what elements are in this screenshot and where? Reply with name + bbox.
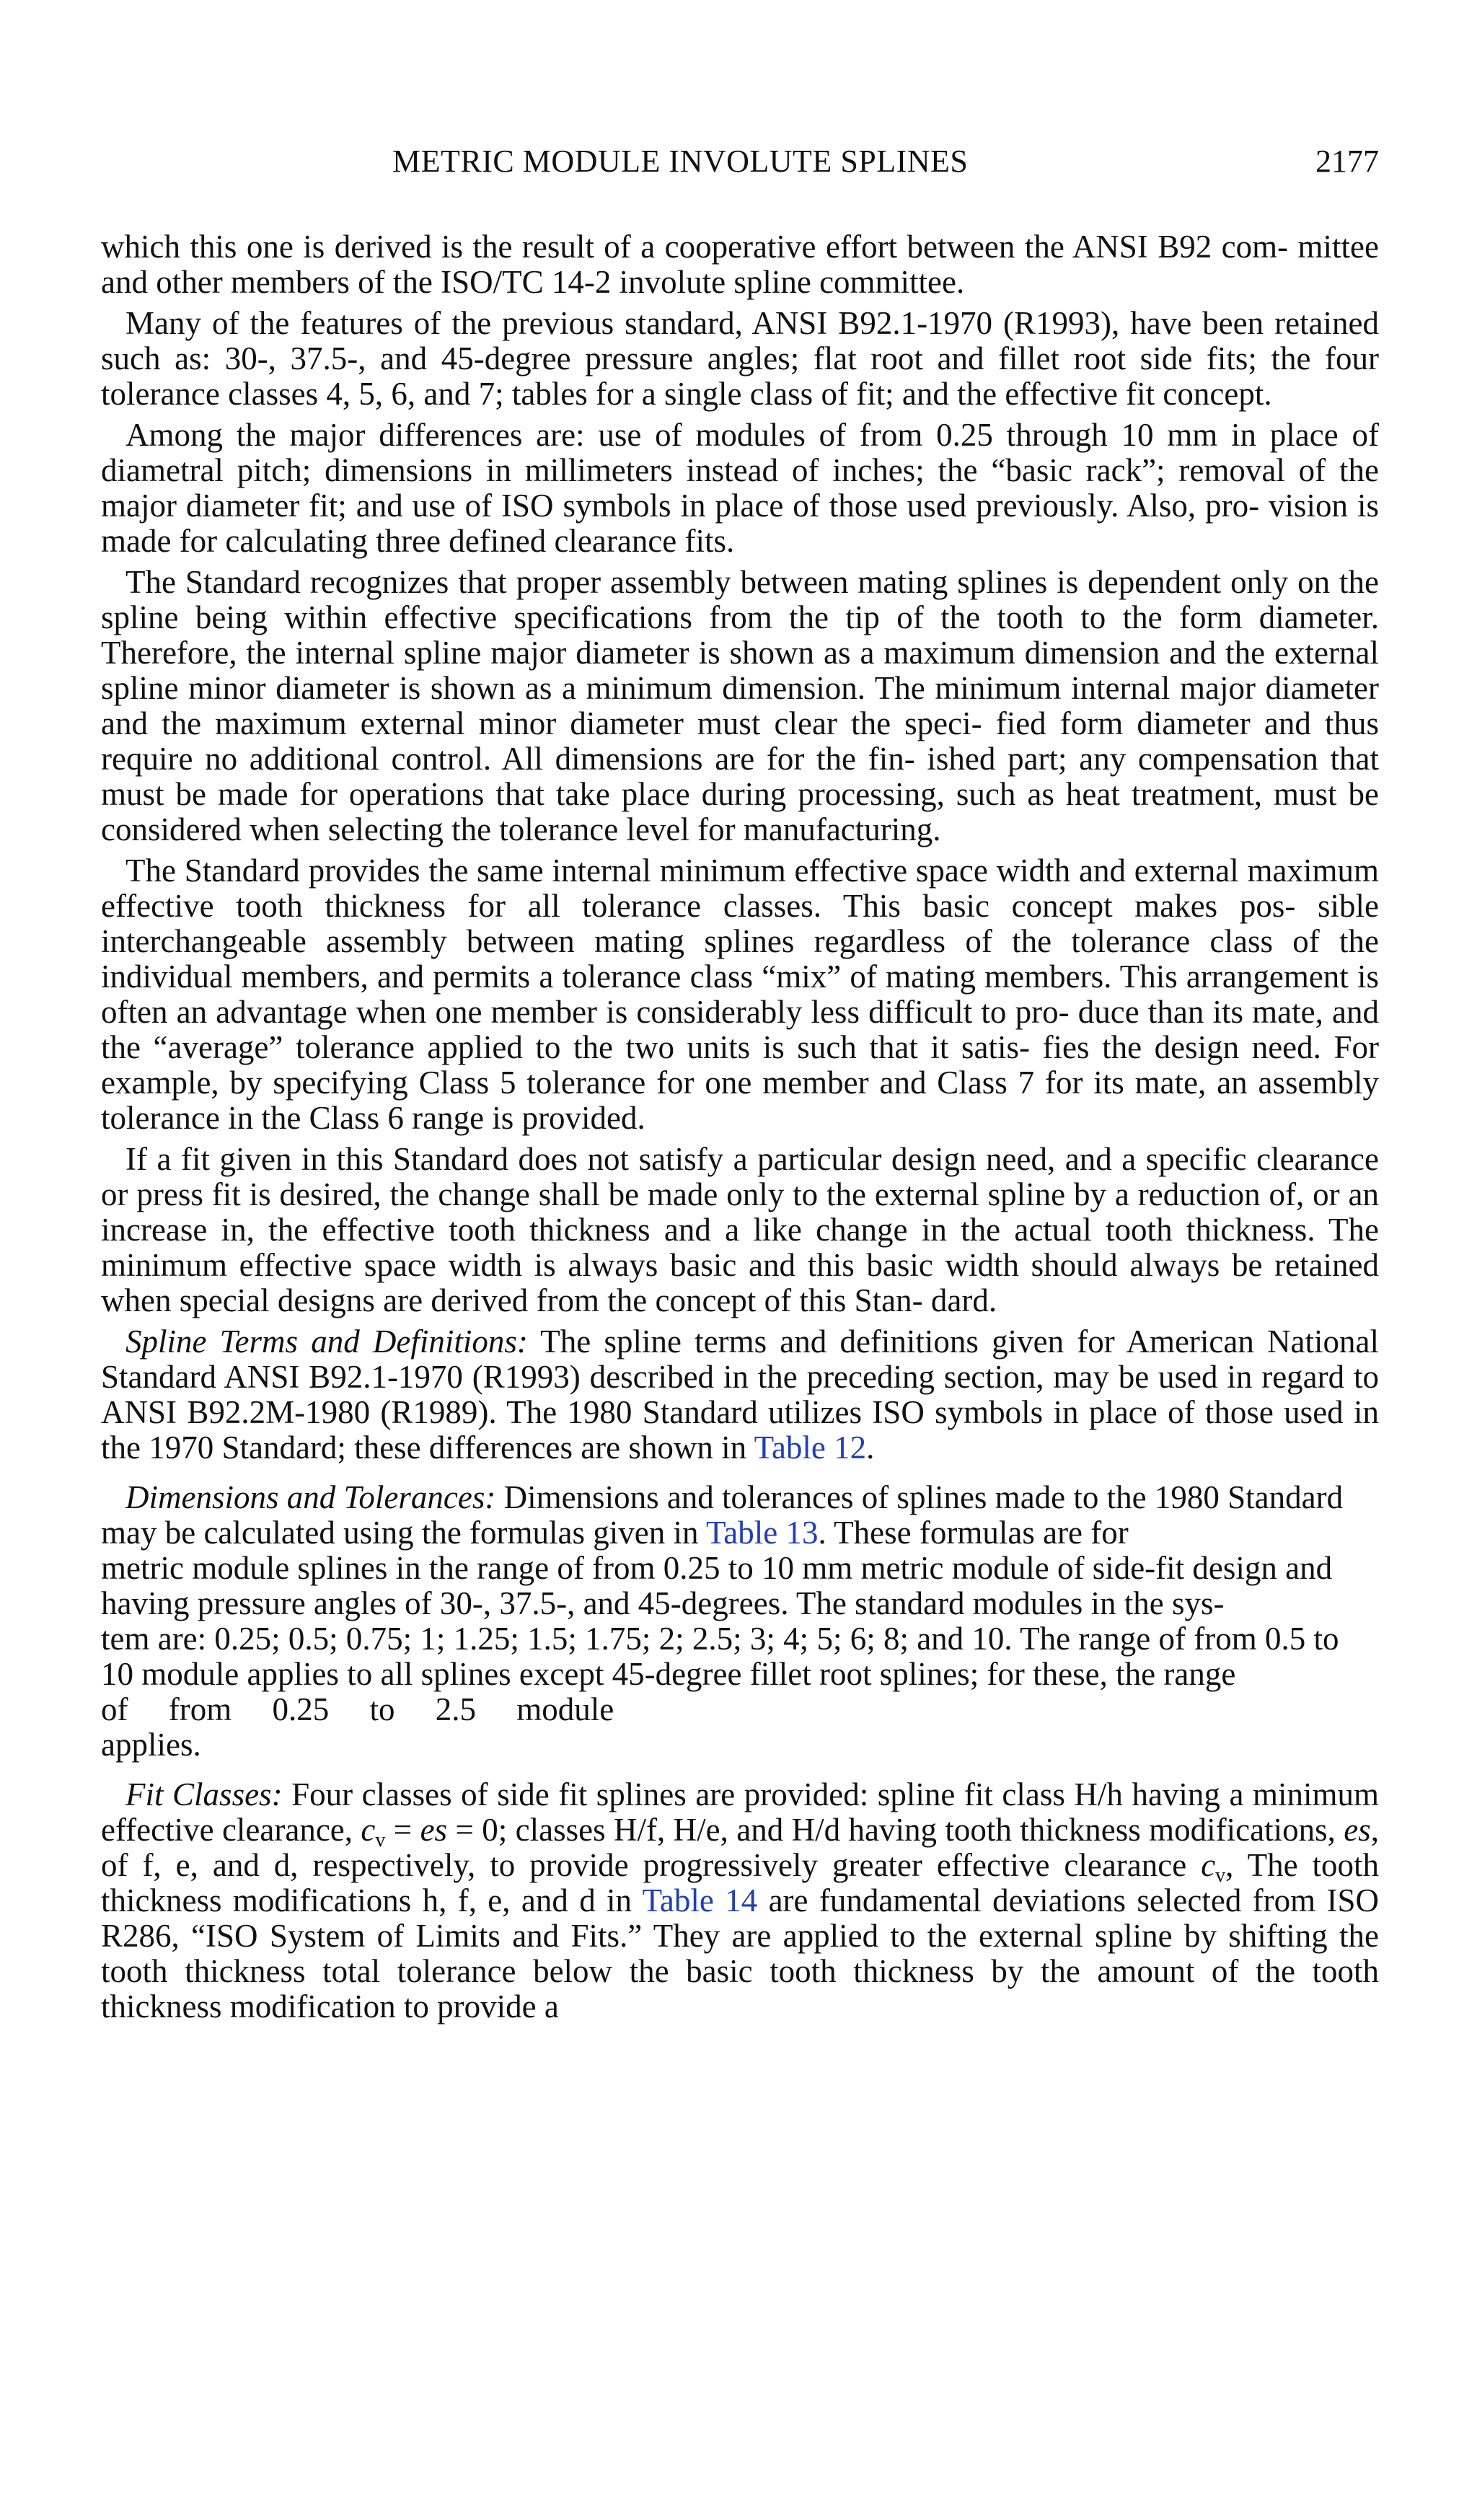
run-in-heading: Dimensions and Tolerances: — [125, 1479, 496, 1515]
symbol-es: es — [1344, 1812, 1371, 1848]
paragraph-text: = — [385, 1812, 420, 1848]
paragraph-continued: which this one is derived is the result of a cooperative effort between the ANSI B92 com- mittee and other members of the ISO/TC 14-2 involute spline committee. — [101, 229, 1379, 300]
table-13-link[interactable]: Table 13 — [705, 1515, 819, 1551]
paragraph-proper-assembly: The Standard recognizes that proper assembly between mating splines is dependent only on the spline being within effective specifications from the tip of the tooth to the form diameter. Therefore, the internal spline major diameter is shown as a maximum dimension and the external spline minor diameter is shown as a minimum dimension. The minimum internal major diameter and the maximum external minor diameter must clear the speci- fied form diameter and thus require no additional control. All dimensions are for the fin- ished part; any compensation that must be made for operations that take place during processing, such as heat treatment, must be considered when selecting the tolerance level for manufacturing. — [101, 564, 1379, 847]
table-12-link[interactable]: Table 12 — [754, 1429, 867, 1466]
paragraph-previous-standard: Many of the features of the previous standard, ANSI B92.1-1970 (R1993), have been retained such as: 30-, 37.5-, and 45-degree pressure angles; flat root and fillet root side fits; the four tolerance classes 4, 5, 6, and 7; tables for a single class of fit; and the effective fit concept. — [101, 305, 1379, 412]
table-14-link[interactable]: Table 14 — [642, 1882, 758, 1918]
paragraph-text: = 0; classes H/f, H/e, and H/d having tooth thickness modifications, — [447, 1812, 1344, 1848]
paragraph-standard-modules: tem are: 0.25; 0.5; 0.75; 1; 1.25; 1.5; 1.75; 2; 2.5; 3; 4; 5; 6; 8; and 10. The range of from 0.5 to 10 module applies to all splines except 45-degree fillet root splines; for these, the range — [101, 1621, 1339, 1692]
running-header — [101, 143, 1379, 186]
paragraph-text: The spline terms and definitions given for American National Standard ANSI B92.1-1970 (R1993) described in the preceding section, may be used in regard to ANSI B92.2M-1980 (R1989). The 1980 Standard utilizes ISO symbols in place of those used in the 1970 Standard; these differences are shown in — [101, 1323, 1379, 1466]
paragraph-text: are fundamental deviations selected from ISO R286, “ISO System of Limits and Fits.” They are applied to the external spline by shifting the tooth thickness total tolerance below the basic tooth thickness by the amount of the tooth thickness modification to provide a — [101, 1882, 1379, 2025]
header-title: METRIC MODULE INVOLUTE SPLINES — [392, 144, 969, 179]
symbol-c: c — [361, 1812, 376, 1848]
run-in-heading: Fit Classes: — [125, 1776, 283, 1812]
paragraph-tolerance-classes: The Standard provides the same internal minimum effective space width and external maximum effective tooth thickness for all tolerance classes. This basic concept makes pos- sible interchangeable assembly between mating splines regardless of the tolerance class of the individual members, and permits a tolerance class “mix” of mating members. This arrangement is often an advantage when one member is considerably less difficult to pro- duce than its mate, and the “average” tolerance applied to the two units is such that it satis- fies the design need. For example, by specifying Class 5 tolerance for one member and Class 7 for its mate, an assembly tolerance in the Class 6 range is provided. — [101, 853, 1379, 1136]
paragraph-dimensions-tolerances — [101, 1480, 1379, 1551]
paragraph-text-end: . — [866, 1429, 875, 1466]
paragraph-module-applies: of from 0.25 to 2.5 module applies. — [101, 1691, 622, 1763]
symbol-subscript-v: v — [1215, 1864, 1226, 1887]
paragraph-text: , The tooth thickness modifications h, f, e, and d in — [101, 1847, 1380, 1918]
paragraph-special-fit: If a fit given in this Standard does not satisfy a particular design need, and a specific clearance or press fit is desired, the change shall be made only to the external spline by a reduction of, or an increase in, the effective tooth thickness and a like change in the actual tooth thickness. The minimum effective space width is always basic and this basic width should always be retained when special designs are derived from the concept of this Stan- dard. — [101, 1141, 1379, 1318]
body-text — [101, 229, 1379, 2030]
paragraph-fit-classes — [101, 1777, 1379, 2025]
paragraph-text: Dimensions and tolerances of splines made to the 1980 Standard may be calculated using the formulas given in — [101, 1479, 1344, 1551]
paragraph-metric-module-range: metric module splines in the range of from 0.25 to 10 mm metric module of side-fit design and having pressure angles of 30-, 37.5-, and 45-degrees. The standard modules in the sys- — [101, 1550, 1333, 1621]
paragraph-spline-terms — [101, 1324, 1379, 1466]
page-number: 2177 — [1315, 144, 1379, 179]
symbol-c: c — [1201, 1847, 1216, 1883]
symbol-es: es — [420, 1812, 448, 1848]
run-in-heading: Spline Terms and Definitions: — [125, 1323, 528, 1360]
paragraph-text-end: . These formulas are for — [818, 1515, 1129, 1551]
paragraph-text: , of f, e, and d, respectively, to provide progressively greater effective clearance — [101, 1812, 1379, 1883]
paragraph-text: Four classes of side fit splines are provided: spline fit class H/h having a minimum effective clearance, — [101, 1776, 1379, 1848]
paragraph-major-differences: Among the major differences are: use of modules of from 0.25 through 10 mm in place of diametral pitch; dimensions in millimeters instead of inches; the “basic rack”; removal of the major diameter fit; and use of ISO symbols in place of those used previously. Also, pro- vision is made for calculating three defined clearance fits. — [101, 417, 1379, 559]
symbol-subscript-v: v — [375, 1829, 386, 1851]
